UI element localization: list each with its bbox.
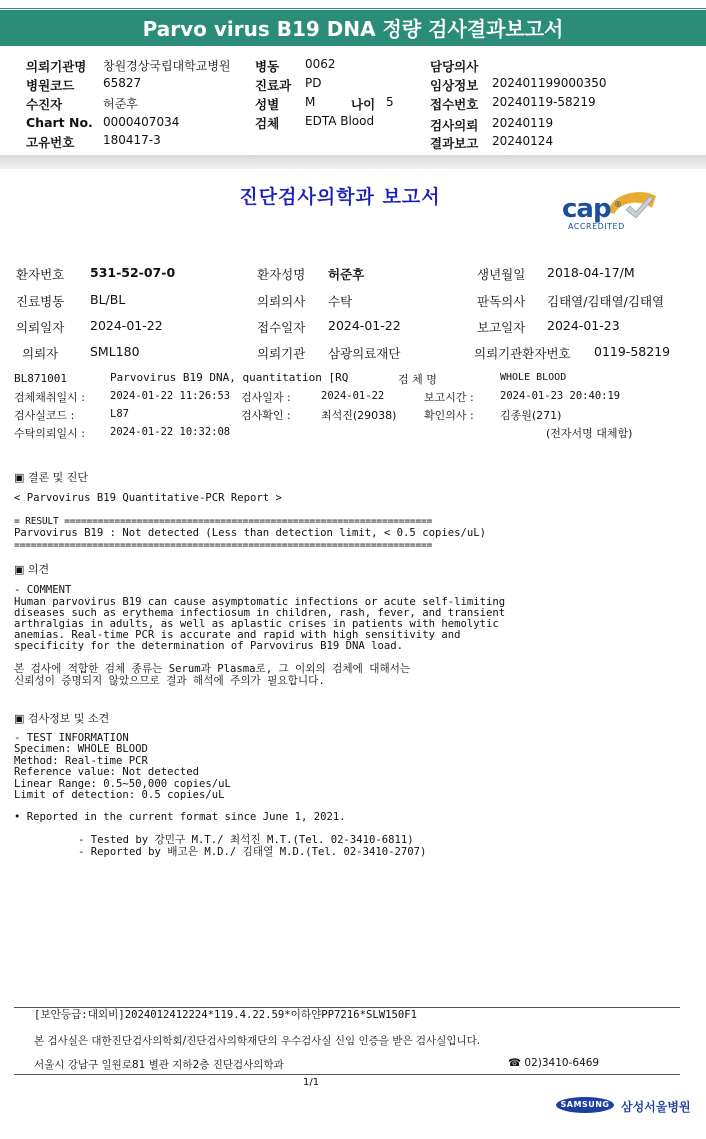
commission-time-label: 수탁의뢰일시 : xyxy=(14,427,85,440)
specimen-name-label: 검 체 명 xyxy=(398,373,437,386)
receipt-date-label: 접수일자 xyxy=(257,320,306,335)
footer-rule xyxy=(14,1074,680,1075)
result-line: Parvovirus B19 : Not detected (Less than detection limit, < 0.5 copies/uL) xyxy=(14,527,486,539)
requester-value: SML180 xyxy=(90,344,140,359)
comment-line: arthralgias in adults, as well as aplastic crises in patients with hemolytic xyxy=(14,618,499,630)
cap-accredited-text: ACCREDITED xyxy=(568,222,625,231)
age-label: 나이 xyxy=(351,97,376,112)
result-report-label: 결과보고 xyxy=(430,136,479,151)
specimen-name-value: WHOLE BLOOD xyxy=(500,372,567,383)
test-code: BL871001 xyxy=(14,372,67,385)
tested-by: - Tested by 강민구 M.T./ 최석진 M.T.(Tel. 02-3410-6811) xyxy=(78,834,414,846)
reading-doctor-value: 김태열/김태열/김태열 xyxy=(547,294,665,309)
test-info-section-title: ▣ 검사정보 및 소견 xyxy=(14,712,110,725)
ward-value: 0062 xyxy=(305,57,336,71)
test-date-label: 검사일자 : xyxy=(241,391,291,404)
comment-line: specificity for the determination of Parvovirus B19 DNA load. xyxy=(14,640,404,652)
hospital-code-value: 65827 xyxy=(103,76,142,90)
test-info-line: Method: Real-time PCR xyxy=(14,755,148,767)
requesting-org-value: 삼광의료재단 xyxy=(328,346,401,361)
clinical-info-value: 202401199000350 xyxy=(492,76,607,90)
test-confirm-label: 검사확인 : xyxy=(241,409,291,422)
test-info-line: - TEST INFORMATION xyxy=(14,732,129,744)
receipt-date-value: 2024-01-22 xyxy=(328,318,401,333)
divider-band xyxy=(0,155,706,169)
opinion-section-title: ▣ 의견 xyxy=(14,563,50,576)
org-patient-no-value: 0119-58219 xyxy=(594,344,671,359)
requesting-doctor-value: 수탁 xyxy=(328,294,353,309)
result-footer: =========================================================================== xyxy=(14,540,433,551)
report-name: < Parvovirus B19 Quantitative-PCR Report > xyxy=(14,492,282,504)
patient-name-label: 환자성명 xyxy=(257,267,306,282)
requester-label: 의뢰자 xyxy=(22,346,59,361)
report-date-value: 2024-01-23 xyxy=(547,318,620,333)
footer-rule xyxy=(14,1007,680,1008)
doctor-label: 담당의사 xyxy=(430,59,479,74)
request-date-row-value: 2024-01-22 xyxy=(90,318,163,333)
certification-text: 본 검사실은 대한진단검사의학회/진단검사의학재단의 우수검사실 신임 인증을 받은 검사실입니다. xyxy=(34,1035,481,1047)
lab-code-value: L87 xyxy=(110,408,129,420)
request-date-value: 20240119 xyxy=(492,116,554,130)
receipt-no-value: 20240119-58219 xyxy=(492,95,596,109)
samsung-logo: SAMSUNG xyxy=(556,1097,614,1113)
birthdate-value: 2018-04-17/M xyxy=(547,265,635,280)
test-info-line: Limit of detection: 0.5 copies/uL xyxy=(14,789,225,801)
unique-no-label: 고유번호 xyxy=(26,135,75,150)
comment-ko-line: 본 검사에 적합한 검체 종류는 Serum과 Plasma로, 그 이외의 검체에 대해서는 xyxy=(14,663,411,675)
comment-ko-line: 신뢰성이 증명되지 않았으므로 결과 해석에 주의가 필요합니다. xyxy=(14,675,325,687)
patient-name-value: 허준후 xyxy=(328,267,365,282)
confirm-doctor-value: 김종원(271) xyxy=(500,409,562,422)
comment-line: diseases such as erythema infectiosum in children, rash, fever, and transient xyxy=(14,607,506,619)
test-info-line: Specimen: WHOLE BLOOD xyxy=(14,743,148,755)
document-title: Parvo virus B19 DNA 정량 검사결과보고서 xyxy=(0,10,706,46)
page-number: 1/1 xyxy=(303,1077,320,1088)
report-time-label: 보고시간 : xyxy=(424,391,474,404)
examinee-value: 허준후 xyxy=(103,97,138,111)
conclusion-section-title: ▣ 결론 및 진단 xyxy=(14,471,89,484)
specimen-type-value: EDTA Blood xyxy=(305,114,375,128)
test-date-value: 2024-01-22 xyxy=(321,390,385,402)
lab-code-label: 검사실코드 : xyxy=(14,409,75,422)
ward-row-label: 진료병동 xyxy=(16,294,65,309)
cap-accredited-logo xyxy=(556,188,666,234)
receipt-no-label: 접수번호 xyxy=(430,97,479,112)
cap-logo-text: cap xyxy=(562,194,611,224)
sex-value: M xyxy=(305,95,316,109)
reported-format-note: • Reported in the current format since June 1, 2021. xyxy=(14,811,346,823)
chart-no-value: 0000407034 xyxy=(103,115,180,129)
chart-no-label: Chart No. xyxy=(26,115,93,130)
requesting-org-label: 의뢰기관 xyxy=(257,346,306,361)
security-line: [보안등급:대외비]2024012412224*119.4.22.59*이하얀PP7216*SLW150F1 xyxy=(34,1009,417,1021)
comment-line: Human parvovirus B19 can cause asymptomatic infections or acute self-limiting xyxy=(14,596,506,608)
report-date-label: 보고일자 xyxy=(477,320,526,335)
hospital-name-value: 창원경상국립대학교병원 xyxy=(103,59,231,73)
test-name: Parvovirus B19 DNA, quantitation [RQ xyxy=(110,371,349,384)
patient-no-label: 환자번호 xyxy=(16,267,65,282)
department-label: 진료과 xyxy=(255,78,292,93)
request-date-label: 검사의뢰 xyxy=(430,118,479,133)
patient-no-value: 531-52-07-0 xyxy=(90,265,176,280)
hospital-name-label: 의뢰기관명 xyxy=(26,59,87,74)
result-report-value: 20240124 xyxy=(492,134,554,148)
test-confirm-value: 최석진(29038) xyxy=(321,409,397,422)
collection-time-value: 2024-01-22 11:26:53 xyxy=(110,390,231,402)
e-signature-note: (전자서명 대체함) xyxy=(546,427,633,440)
top-rule xyxy=(0,8,706,9)
request-date-row-label: 의뢰일자 xyxy=(16,320,65,335)
result-header: = RESULT ================================================================== xyxy=(14,516,433,527)
sex-label: 성별 xyxy=(255,97,280,112)
collection-time-label: 검체채취일시 : xyxy=(14,391,85,404)
ward-label: 병동 xyxy=(255,59,280,74)
requesting-doctor-label: 의뢰의사 xyxy=(257,294,306,309)
lab-address: 서울시 강남구 일원로81 별관 지하2층 진단검사의학과 xyxy=(34,1059,284,1071)
reported-by: - Reported by 배고은 M.D./ 김태열 M.D.(Tel. 02-3410-2707) xyxy=(78,846,427,858)
ward-row-value: BL/BL xyxy=(90,292,126,307)
comment-line: anemias. Real-time PCR is accurate and rapid with high sensitivity and xyxy=(14,629,461,641)
confirm-doctor-label: 확인의사 : xyxy=(424,409,474,422)
report-title: 진단검사의학과 보고서 xyxy=(239,186,441,208)
lab-phone: ☎ 02)3410-6469 xyxy=(508,1057,600,1069)
hospital-logo-text: 삼성서울병원 xyxy=(621,1100,691,1114)
clinical-info-label: 임상정보 xyxy=(430,78,479,93)
report-time-value: 2024-01-23 20:40:19 xyxy=(500,390,621,402)
cap-trademark: ® xyxy=(614,200,622,209)
org-patient-no-label: 의뢰기관환자번호 xyxy=(474,346,571,361)
reading-doctor-label: 판독의사 xyxy=(477,294,526,309)
comment-line: - COMMENT xyxy=(14,584,72,596)
test-info-line: Reference value: Not detected xyxy=(14,766,199,778)
birthdate-label: 생년월일 xyxy=(477,267,526,282)
age-value: 5 xyxy=(386,95,394,109)
department-value: PD xyxy=(305,76,322,90)
unique-no-value: 180417-3 xyxy=(103,133,161,147)
hospital-code-label: 병원코드 xyxy=(26,78,75,93)
commission-time-value: 2024-01-22 10:32:08 xyxy=(110,426,231,438)
specimen-type-label: 검체 xyxy=(255,116,280,131)
test-info-line: Linear Range: 0.5~50,000 copies/uL xyxy=(14,778,231,790)
examinee-label: 수진자 xyxy=(26,97,63,112)
